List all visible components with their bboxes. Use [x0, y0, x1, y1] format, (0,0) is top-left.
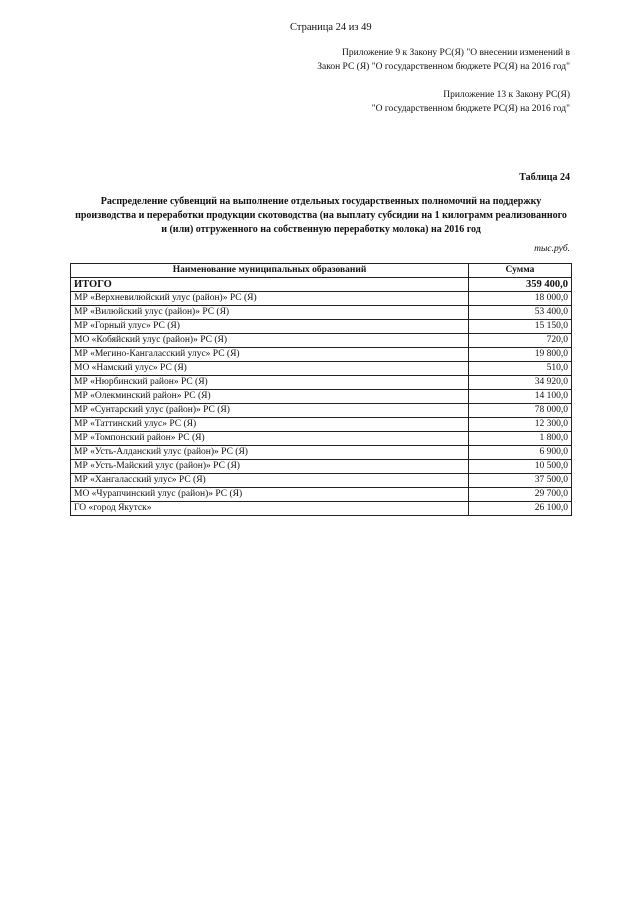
appendix-13-note [372, 88, 570, 116]
table-row [71, 348, 572, 362]
municipality-name: ГО «город Якутск» [71, 502, 469, 516]
subsidy-sum: 10 500,0 [469, 460, 572, 474]
municipality-name: МР «Хангаласский улус» РС (Я) [71, 474, 469, 488]
table-row [71, 432, 572, 446]
appendix-13-line-1: Приложение 13 к Закону РС(Я) [443, 90, 570, 100]
table-row [71, 488, 572, 502]
municipality-name: МО «Чурапчинский улус (район)» РС (Я) [71, 488, 469, 502]
table-row [71, 474, 572, 488]
table-row [71, 362, 572, 376]
appendix-9-line-1: Приложение 9 к Закону РС(Я) "О внесении изменений в [342, 48, 570, 58]
subsidy-sum: 53 400,0 [469, 306, 572, 320]
municipality-name: МР «Верхневилюйский улус (район)» РС (Я) [71, 292, 469, 306]
page-number: Страница 24 из 49 [290, 22, 372, 33]
municipality-name: МР «Таттинский улус» РС (Я) [71, 418, 469, 432]
municipality-name: МР «Мегино-Кангаласский улус» РС (Я) [71, 348, 469, 362]
subsidy-sum: 6 900,0 [469, 446, 572, 460]
municipality-name: МР «Олекминский район» РС (Я) [71, 390, 469, 404]
table-row [71, 390, 572, 404]
subsidy-sum: 1 800,0 [469, 432, 572, 446]
subsidy-sum: 78 000,0 [469, 404, 572, 418]
municipality-name: МО «Кобяйский улус (район)» РС (Я) [71, 334, 469, 348]
header-name: Наименование муниципальных образований [71, 264, 469, 278]
subsidy-sum: 14 100,0 [469, 390, 572, 404]
table-row [71, 292, 572, 306]
table-row [71, 306, 572, 320]
subsidy-sum: 37 500,0 [469, 474, 572, 488]
subsidy-sum: 29 700,0 [469, 488, 572, 502]
total-row [71, 278, 572, 292]
municipality-name: МР «Усть-Майский улус (район)» РС (Я) [71, 460, 469, 474]
municipality-name: МО «Намский улус» РС (Я) [71, 362, 469, 376]
table-label: Таблица 24 [519, 172, 570, 183]
table-row [71, 418, 572, 432]
table-row [71, 460, 572, 474]
table-row [71, 320, 572, 334]
municipality-name: МР «Усть-Алданский улус (район)» РС (Я) [71, 446, 469, 460]
subsidy-sum: 15 150,0 [469, 320, 572, 334]
municipality-name: МР «Томпонский район» РС (Я) [71, 432, 469, 446]
appendix-9-line-2: Закон РС (Я) "О государственном бюджете РС(Я) на 2016 год" [317, 62, 570, 72]
subsidy-sum: 34 920,0 [469, 376, 572, 390]
appendix-9-note [317, 46, 570, 74]
document-title: Распределение субвенций на выполнение отдельных государственных полномочий на поддержку производства и переработки продукции скотоводства (на выплату субсидии на 1 килограмм реализованного и (или) отгруженного на собственную переработку молока) на 2016 год [75, 196, 567, 235]
units-label: тыс.руб. [534, 244, 570, 254]
total-label: ИТОГО [71, 278, 469, 292]
table-row [71, 404, 572, 418]
subsidy-table [70, 263, 572, 516]
subsidy-sum: 19 800,0 [469, 348, 572, 362]
table-row [71, 446, 572, 460]
municipality-name: МР «Сунтарский улус (район)» РС (Я) [71, 404, 469, 418]
table-row [71, 376, 572, 390]
subsidy-sum: 720,0 [469, 334, 572, 348]
subsidy-sum: 18 000,0 [469, 292, 572, 306]
subsidy-sum: 12 300,0 [469, 418, 572, 432]
municipality-name: МР «Горный улус» РС (Я) [71, 320, 469, 334]
subsidy-sum: 510,0 [469, 362, 572, 376]
municipality-name: МР «Вилюйский улус (район)» РС (Я) [71, 306, 469, 320]
table-row [71, 334, 572, 348]
total-sum: 359 400,0 [469, 278, 572, 292]
header-sum: Сумма [469, 264, 572, 278]
appendix-13-line-2: "О государственном бюджете РС(Я) на 2016 год" [371, 104, 570, 114]
table-header-row [71, 264, 572, 278]
municipality-name: МР «Нюрбинский район» РС (Я) [71, 376, 469, 390]
subsidy-sum: 26 100,0 [469, 502, 572, 516]
table-row [71, 502, 572, 516]
